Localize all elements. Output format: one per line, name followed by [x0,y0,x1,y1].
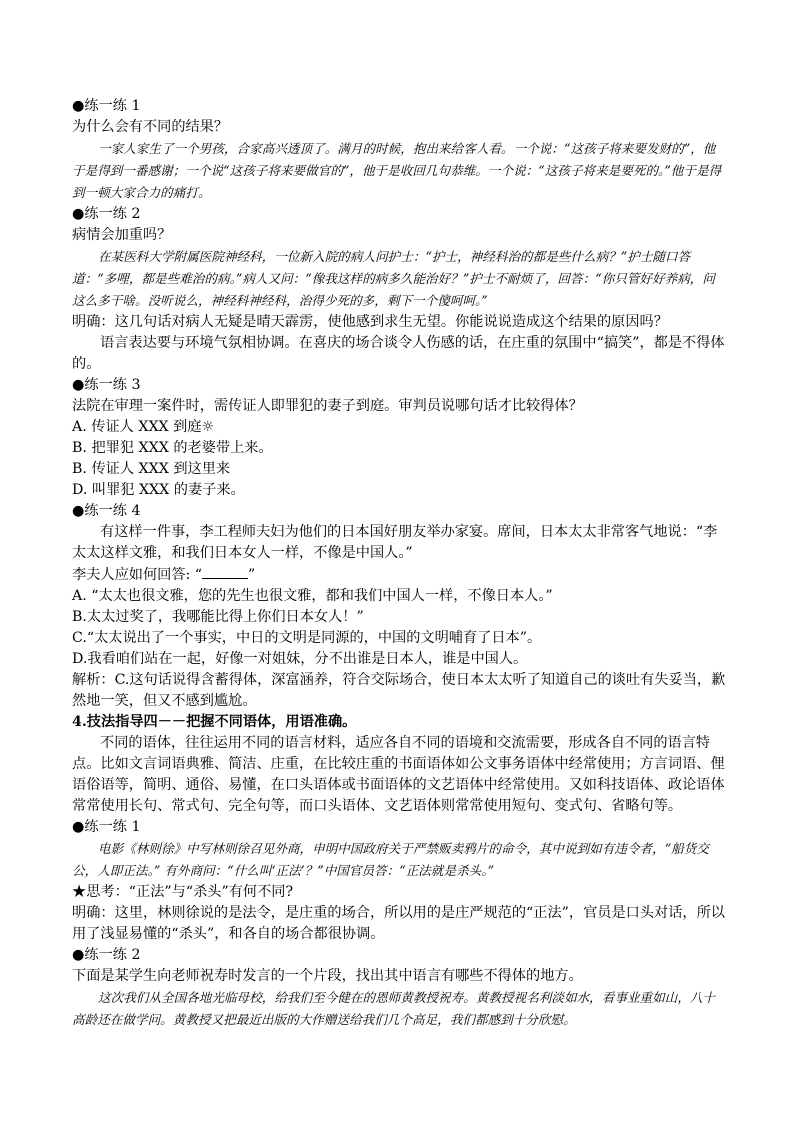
exercise-heading: ●练一练 4 [72,503,141,519]
option-b: B. 把罪犯 XXX 的老婆带上来。 [72,440,273,456]
option-a: A. 传证人 XXX 到庭☼ [72,419,215,435]
story-paragraph: 这次我们从全国各地光临母校，给我们至今健在的恩师黄教授祝寿。黄教授视名利淡如水，看事业重如山，八十高龄还在做学问。黄教授又把最近出版的大作赠送给我们几个高足，我们都感到十分欣慰。 [72,990,716,1027]
fill-in-question [72,564,726,586]
story-paragraph: 在某医科大学附属医院神经科，一位新入院的病人问护士：“护士，神经科治的都是些什么病？”护士随口答道：“多哩，都是些难治的病。”病人又问：“像我这样的病多久能治好？”护士不耐烦了，回答：“你只管好好养病，问这么多干啥。没听说么，神经科神经科，治得少死的多，剩下一个傻呵呵。” [72,249,715,308]
question-text: 法院在审理一案件时，需传证人即罪犯的妻子到庭。审判员说哪句话才比较得体？ [72,398,583,414]
option-d: D.我看咱们站在一起，好像一对姐妹，分不出谁是日本人，谁是中国人。 [72,651,528,667]
document-page [72,96,726,1031]
question-text: 病情会加重吗？ [72,227,172,243]
option-a: A. “太太也很文雅，您的先生也很文雅，都和我们中国人一样，不像日本人。” [72,588,553,604]
question-text: 下面是某学生向老师祝寿时发言的一个片段，找出其中语言有哪些不得体的地方。 [72,968,583,984]
answer-text: 明确：这里，林则徐说的是法令，是庄重的场合，所以用的是庄严规范的“正法”，官员是口头对话，所以用了浅显易懂的“杀头”，和各自的场合都很协调。 [72,905,725,942]
body-paragraph: 有这样一件事，李工程师夫妇为他们的日本国好朋友举办家宴。席间，日本太太非常客气地说：“李太太这样文雅，和我们日本女人一样，不像是中国人。” [72,524,718,561]
story-paragraph: 一家人家生了一个男孩，合家高兴透顶了。满月的时候，抱出来给客人看。一个说：“这孩子将来要发财的”，他于是得到一番感谢；一个说“这孩子将来要做官的”，他于是收回几句恭维。一个说：“这孩子将来是要死的。”他于是得到一顿大家合力的痛打。 [72,141,722,200]
exercise-heading: ●练一练 1 [72,819,141,835]
body-paragraph: 不同的语体，往往运用不同的语言材料，适应各自不同的语境和交流需要，形成各自不同的语言特点。比如文言词语典雅、简洁、庄重，在比较庄重的书面语体如公文事务语体中经常使用；方言词语、俚语俗语等，简明、通俗、易懂，在口头语体或书面语体的文艺语体中经常使用。又如科技语体、政论语体常常使用长句、常式句、完全句等，而口头语体、文艺语体则常常使用短句、变式句、省略句等。 [72,735,725,814]
exercise-heading: ●练一练 2 [72,206,141,222]
answer-text: 明确：这几句话对病人无疑是晴天霹雳，使他感到求生无望。你能说说造成这个结果的原因吗？ [72,314,668,330]
option-b2: B. 传证人 XXX 到这里来 [72,461,231,477]
think-question: ★思考：“正法”与“杀头”有何不同? [72,884,294,900]
story-paragraph: 电影《林则徐》中写林则徐召见外商，申明中国政府关于严禁贩卖鸦片的命令，其中说到如有违令者，“船货交公，人即正法。” 有外商问：“什么叫‘正法’？”中国官员答：“正法就是杀头。” [72,841,709,878]
question-prefix: 李夫人应如何回答: “ [72,567,203,583]
exercise-heading: ●练一练 1 [72,98,141,114]
exercise-heading: ●练一练 2 [72,947,141,963]
option-c: C.“太太说出了一个事实，中日的文明是同源的，中国的文明哺育了日本”。 [72,630,542,646]
option-b: B.太太过奖了，我哪能比得上你们日本女人！” [72,609,364,625]
question-text: 为什么会有不同的结果？ [72,119,229,135]
answer-blank [202,564,248,579]
question-suffix: ” [248,567,256,583]
body-paragraph: 语言表达要与环境气氛相协调。在喜庆的场合谈令人伤感的话，在庄重的氛围中“搞笑”，都是不得体的。 [72,335,725,372]
exercise-heading: ●练一练 3 [72,377,141,393]
option-d: D. 叫罪犯 XXX 的妻子来。 [72,482,245,498]
section-heading: 4.技法指导四－－把握不同语体，用语准确。 [72,714,357,730]
analysis-text: 解析：C.这句话说得含蓄得体，深富涵养，符合交际场合，使日本太太听了知道自己的谈吐有失妥当，歉然地一笑，但又不感到尴尬。 [72,672,726,709]
